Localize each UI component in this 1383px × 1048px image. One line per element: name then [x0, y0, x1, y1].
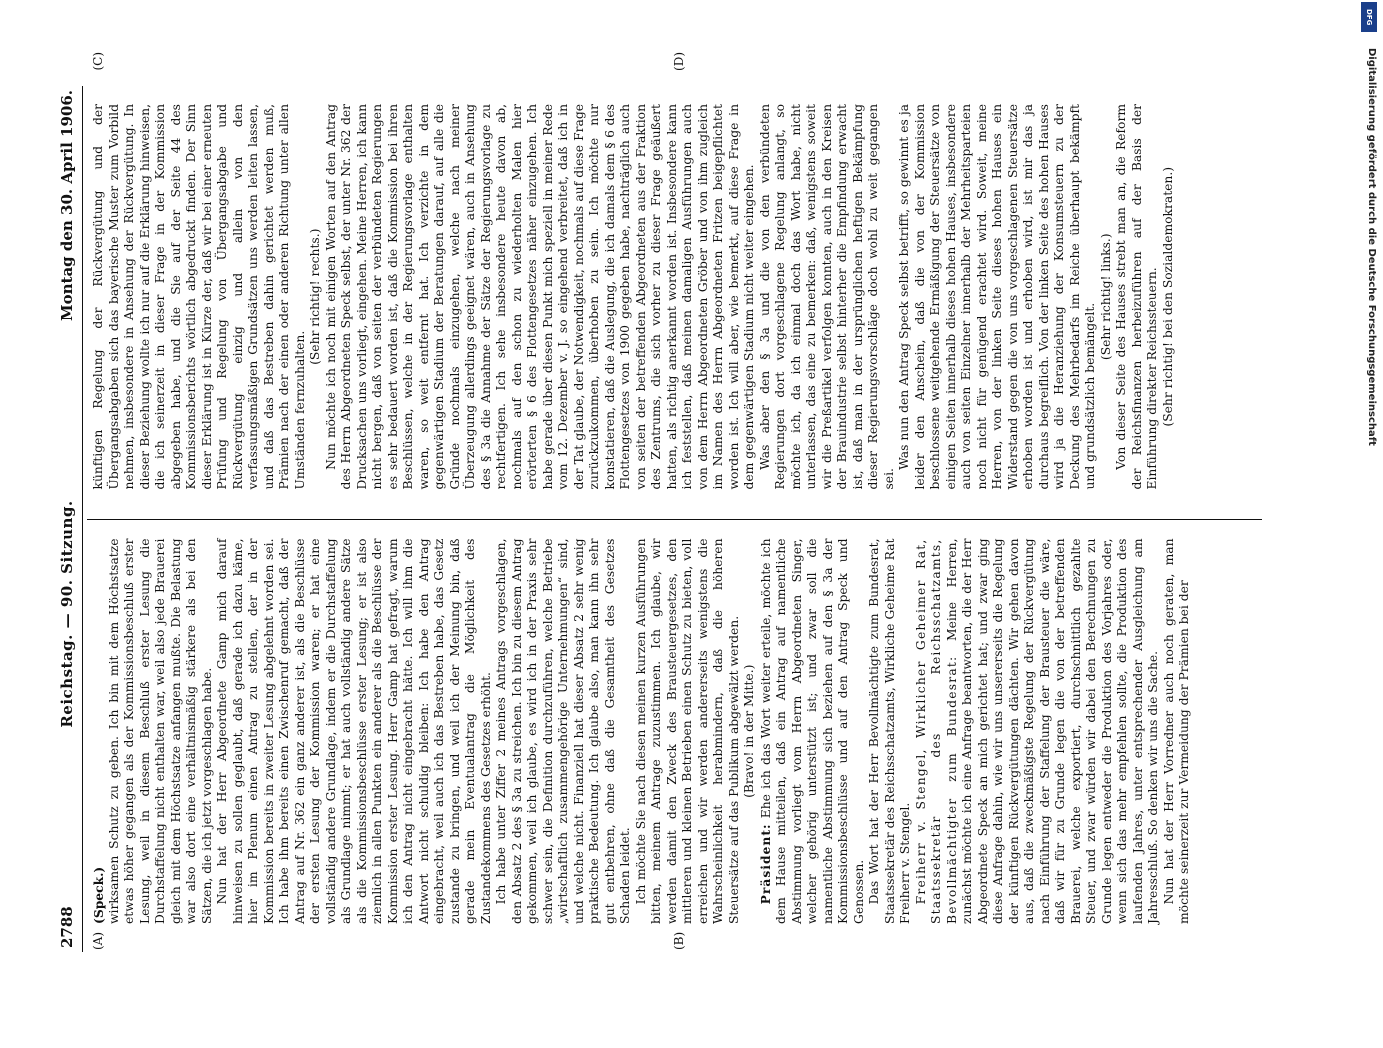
paragraph: Das Wort hat der Herr Bevollmächtigte zum Bundesrat, Staatssekretär des Reichsschatzamts, Wirkliche Geheime Rat Freiherr v. Stengel. — [867, 538, 912, 924]
paragraph: Von dieser Seite des Hauses strebt man an, die Reform der Reichsfinanzen herbeizuführen auf der Basis der Einführung direkter Reichssteuern. — [1114, 104, 1159, 490]
applause-note: (Bravo! in der Mitte.) — [742, 664, 756, 798]
president-text: Ehe ich das Wort weiter erteile, möchte ich dem Hause mitteilen, daß ein Antrag auf namentliche Abstimmung vorliegt vom Herrn Abgeordneten Singer, welcher gehörig unterstützt ist; und zwar soll die namentliche Abstimmung sich beziehen auf den § 3a der Kommissionsbeschlüsse und auf den Antrag Speck und Genossen. — [758, 538, 866, 924]
digitization-credit — [1359, 0, 1381, 1000]
applause-note: (Sehr richtig! bei den Sozialdemokraten.) — [1160, 166, 1175, 427]
session-date: Montag den 30. April 1906. — [58, 90, 76, 321]
margin-mark-d: (D) — [672, 52, 686, 71]
speaker-text: Meine Herren, zunächst möchte ich eine Anfrage beantworten, die der Herr Abgeordnete Speck an mich gerichtet hat; und zwar ging diese Anfrage dahin, wie wir uns unsererseits die Regelung der künftigen Rückvergütungen dächten. Wir gehen davon aus, daß die zweckmäßigste Regelung der Rückvergütung nach Einführung der Staffelung der Brausteuer die wäre, daß wir für zu Grunde legen die von der betreffenden Brauerei, welche exportiert, durchschnittlich gezahlte Steuer, und zwar würden wir dabei den Berechnungen zu Grunde legen entweder die Produktion des Vorjahres oder, wenn sich das mehr empfehlen sollte, die Produktion des laufenden Jahres, unter entsprechender Ausgleichung am Jahresschluß. So denken wir uns die Sache. — [944, 538, 1160, 924]
president-paragraph — [758, 539, 868, 925]
right-column — [87, 86, 1262, 521]
speaker-paragraph — [914, 539, 1162, 925]
paragraph: Was nun den Antrag Speck selbst betrifft, so gewinnt es ja leider den Anschein, daß die von der Kommission beschlossene weitgehende Ermäßigung der Steuersätze von einigen Seiten innerhalb dieses hohen Hauses, insbesondere auch von seiten Einzelner innerhalb der Mehrheitsparteien noch nicht für genügend erachtet wird. Soweit, meine Herren, von der linken Seite dieses hohen Hauses ein Widerstand gegen die von uns vorgeschlagenen Steuersätze erhoben worden ist und erhoben wird, ist mir das ja durchaus begreiflich. Von der linken Seite des hohen Hauses wird ja die Heranziehung der Konsumsteuern zu der Deckung des Mehrbedarfs im Reiche überhaupt bekämpft und grundsätzlich bemängelt. — [897, 104, 1097, 490]
president-label: Präsident: — [757, 823, 773, 905]
credit-text: Digitalisierung gefördert durch die Deutsche Forschungsgemeinschaft — [1366, 48, 1377, 446]
paragraph: Nun hat der Herr Abgeordnete Gamp mich darauf hinweisen zu sollen geglaubt, daß gerade ich dazu käme, hier im Plenum einen Antrag zu stellen, der in der Kommission bereits in zweiter Lesung abgelehnt worden sei. Ich habe ihm bereits einen Zwischenruf gemacht, daß der Antrag auf Nr. 362 ein ganz anderer ist, als die Beschlüsse der ersten Lesung der Kommission waren; er hat eine vollständig andere Grundlage, indem er die Durchstaffelung als Grundlage nimmt; er hat auch vollständig andere Sätze als die Kommissionsbeschlüsse erster Lesung; er ist also ziemlich in allen Punkten ein anderer als die Beschlüsse der Kommission erster Lesung. Herr Gamp hat gefragt, warum ich den Antrag nicht eingebracht hätte. Ich will ihm die Antwort nicht schuldig bleiben: Ich habe den Antrag eingebracht, weil auch ich das Bestreben habe, das Gesetz zustande zu bringen, und weil ich der Meinung bin, daß gerade mein Eventualantrag die Möglichkeit des Zustandekommens des Gesetzes erhöht. — [215, 538, 493, 924]
running-speaker: (Speck.) — [91, 866, 106, 924]
paragraph: Nun möchte ich noch mit einigen Worten auf den Antrag des Herrn Abgeordneten Speck selbst, der unter Nr. 362 der Drucksachen uns vorliegt, eingehen. Meine Herren, ich kann nicht bergen, daß von seiten der verbündeten Regierungen es sehr bedauert worden ist, daß die Kommission bei ihren Beschlüssen, welche in der Regierungsvorlage enthalten waren, so weit entfernt hat. Ich verzichte in dem gegenwärtigen Stadium der Beratungen darauf, auf alle die Gründe nochmals einzugehen, welche nach meiner Überzeugung allerdings geeignet wären, auch in Ansehung des § 3a die Annahme der Sätze der Regierungsvorlage zu rechtfertigen. Ich sehe insbesondere heute davon ab, nochmals auf den schon zu wiederholten Malen hier erörterten § 6 des Flottengesetzes näher einzugehen. Ich habe gerade über diesen Punkt mich speziell in meiner Rede vom 12. Dezember v. J. so eingehend verbreitet, daß ich in der Tat glaube, der Notwendigkeit, nochmals auf diese Frage zurückzukommen, überhoben zu sein. Ich möchte nur konstatieren, daß die Auslegung, die ich damals dem § 6 des Flottengesetzes von 1900 gegeben habe, nachträglich auch von seiten der betreffenden Abgeordneten aus der Fraktion des Zentrums, die sich vorher zu dieser Frage geäußert hatten, als richtig anerkannt worden ist. Insbesondere kann ich feststellen, daß meinen damaligen Ausführungen auch von dem Herrn Abgeordneten Gröber und von ihm zugleich im Namen des Herrn Abgeordneten Fritzen beigepflichtet worden ist. Ich will aber, wie bemerkt, auf diese Frage in dem gegenwärtigen Stadium nicht weiter eingehen. — [323, 104, 756, 490]
page-header — [58, 86, 83, 952]
applause-note: (Sehr richtig! rechts.) — [308, 228, 322, 365]
margin-mark-b: (B) — [672, 931, 686, 950]
dfg-logo: DFG — [1361, 2, 1377, 32]
paragraph: Nun hat der Herr Vorredner auch noch geraten, man möchte seinerzeit zur Vermeidung der Prämien bei der — [1161, 538, 1191, 924]
page-number: 2788 — [58, 906, 76, 948]
left-column — [87, 521, 1262, 953]
speaker-intro: Freiherr v. Stengel, Wirklicher Geheimer Rat, Staatssekretär des Reichsschatzamts, Bevollmächtigter zum Bundesrat: — [913, 538, 959, 924]
paragraph: Was aber den § 3a und die von den verbündeten Regierungen dort vorgeschlagene Regelung anlangt, so möchte ich, da ich einmal doch das Wort habe, nicht unterlassen, das eine zu bemerken: daß, wenigstens soweit wir die Preßartikel verfolgen konnten, auch in den Kreisen der Brauindustrie selbst hinterher die Empfindung erwacht ist, daß man in der ursprünglichen heftigen Bekämpfung dieser Regierungsvorschläge doch wohl zu weit gegangen sei. — [757, 104, 896, 490]
journal-title: Reichstag. — 90. Sitzung. — [58, 500, 76, 728]
applause-note: (Sehr richtig! links.) — [1098, 233, 1113, 361]
margin-mark-c: (C) — [91, 52, 105, 71]
paragraph: Ich habe unter Ziffer 2 meines Antrags vorgeschlagen, den Absatz 2 des § 3a zu streichen. Ich bin zu diesem Antrag gekommen, weil ich glaube, es wird ich in der Praxis sehr schwer sein, die Definition durchzuführen, welche Betriebe „wirtschaftlich zusammengehörige Unternehmungen“ sind, und welche nicht. Finanziell hat dieser Absatz 2 sehr wenig praktische Bedeutung. Ich glaube also, man kann ihn sehr gut entbehren, ohne daß die Gesamtheit des Gesetzes Schaden leidet. — [494, 538, 632, 924]
margin-mark-a: (A) — [91, 931, 105, 950]
paragraph: künftigen Regelung der Rückvergütung und der Übergangsabgaben sich das bayerische Muster zum Vorbild nehmen, insbesondere in Ansehung der Rückvergütung. In dieser Beziehung wollte ich nur auf die Erklärung hinweisen, die ich seinerzeit in dieser Frage in der Kommission abgegeben habe, und die Sie auf der Seite 44 des Kommissionsberichts wörtlich abgedruckt finden. Der Sinn dieser Erklärung ist in Kürze der, daß wir bei einer erneuten Prüfung und Regelung von Übergangsabgabe und Rückvergütung einzig und allein von den verfassungsmäßigen Grundsätzen uns werden leiten lassen, und daß das Bestreben dahin gerichtet werden muß, Prämien nach der einen oder anderen Richtung unter allen Umständen fernzuhalten. — [91, 104, 307, 490]
paragraph: Ich möchte Sie nach diesen meinen kurzen Ausführungen bitten, meinem Antrage zuzustimmen. Ich glaube, wir werden damit den Zweck des Brausteuergesetzes, den mittleren und kleinen Betrieben einen Schutz zu bieten, voll erreichen und wir werden andererseits wenigstens die Wahrscheinlichkeit herabmindern, daß die höheren Steuersätze auf das Publikum abgewälzt werden. — [633, 538, 741, 924]
text-columns — [87, 52, 1262, 952]
paragraph: wirksamen Schutz zu geben. Ich bin mit dem Höchstsatze etwas höher gegangen als der Kommissionsbeschluß erster Lesung, weil in diesem Beschluß erster Lesung die Durchstaffelung nicht enthalten war, weil also jede Brauerei gleich mit dem Höchstsatze anfangen mußte. Die Belastung war also dort eine verhältnismäßig stärkere als bei den Sätzen, die ich jetzt vorgeschlagen habe. — [106, 538, 214, 924]
